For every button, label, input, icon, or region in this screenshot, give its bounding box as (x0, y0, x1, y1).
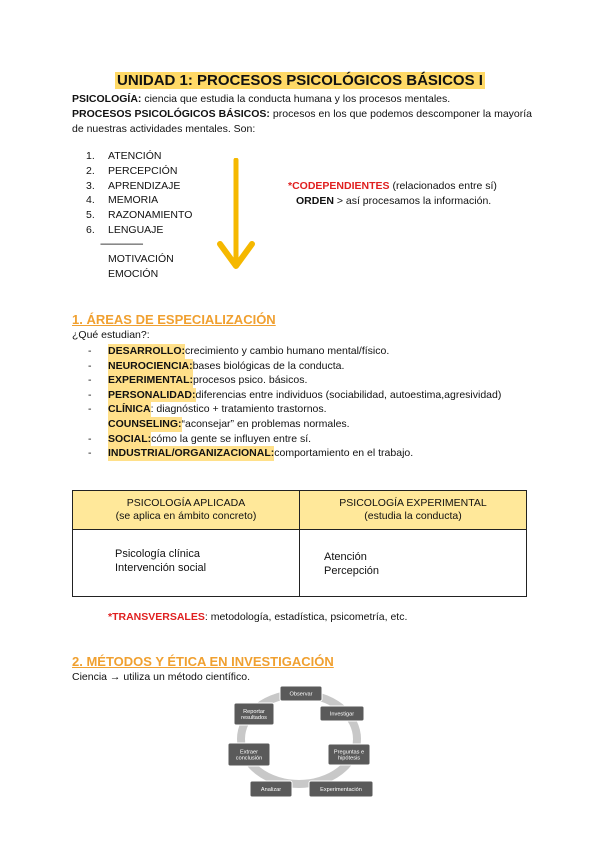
cycle-step-label: resultados (241, 715, 267, 722)
list-item (88, 446, 501, 461)
cycle-step-label: Observar (289, 691, 313, 698)
cycle-step-label: Experimentación (320, 786, 362, 793)
table-row (73, 530, 527, 597)
page-title-text: UNIDAD 1: PROCESOS PSICOLÓGICOS BÁSICOS I (117, 72, 483, 89)
area-term: SOCIAL: (108, 432, 152, 445)
orden-term: ORDEN (296, 195, 334, 207)
list-label: APRENDIZAJE (108, 179, 181, 192)
codependientes-note (288, 180, 497, 192)
list-dash: - (88, 388, 92, 401)
areas-list (88, 344, 501, 461)
area-term: EXPERIMENTAL: (108, 374, 193, 387)
list-item (88, 359, 501, 374)
table-header-experimental (300, 491, 527, 530)
extra-item-emocion: EMOCIÓN (108, 268, 159, 280)
transversales-text: : metodología, estadística, psicometría, etc. (204, 611, 408, 623)
cycle-step-label: Analizar (260, 786, 282, 793)
cycle-step-label: hipótesis (337, 755, 361, 762)
procesos-term: PROCESOS PSICOLÓGICOS BÁSICOS: (72, 108, 270, 120)
cycle-step-label: Extraer (239, 749, 259, 756)
list-number: 3. (86, 179, 95, 192)
psychology-table (72, 490, 527, 597)
list-item (88, 402, 501, 417)
cycle-step-label: Reportar (243, 708, 265, 715)
asterisk-icon: * (288, 180, 293, 192)
procesos-definition: procesos en los que podemos descomponer la mayoría de nuestras actividades mentales. Son: (72, 108, 533, 135)
area-text: : diagnóstico + tratamiento trastornos. (150, 403, 327, 416)
area-text: “aconsejar” en problemas normales. (181, 417, 350, 430)
psicologia-definition: ciencia que estudia la conducta humana y los procesos mentales. (141, 93, 451, 105)
list-separator: ----------------- (100, 238, 143, 250)
list-item (86, 164, 192, 179)
scientific-method-cycle (220, 683, 380, 803)
transversales-note (108, 611, 407, 623)
list-item (88, 432, 501, 447)
psicologia-term: PSICOLOGÍA: (72, 93, 142, 105)
intro-psicologia (72, 92, 532, 107)
list-dash: - (88, 374, 92, 387)
area-term: INDUSTRIAL/ORGANIZACIONAL: (108, 447, 275, 460)
area-term: COUNSELING: (108, 417, 182, 430)
list-item (88, 388, 501, 403)
table-header-subtitle: (se aplica en ámbito concreto) (115, 510, 257, 522)
list-dash (88, 417, 108, 432)
list-number: 6. (86, 223, 95, 236)
asterisk-icon: * (108, 611, 113, 623)
list-number: 4. (86, 194, 95, 207)
section-heading-areas: 1. ÁREAS DE ESPECIALIZACIÓN (72, 312, 276, 327)
table-header-row (73, 491, 527, 530)
list-number: 1. (86, 150, 95, 162)
area-text: crecimiento y cambio humano mental/físico. (185, 345, 390, 357)
cycle-step-label: Investigar (329, 711, 355, 718)
list-label: MEMORIA (108, 194, 159, 207)
orden-text: > así procesamos la información. (333, 195, 492, 207)
intro-procesos (72, 107, 532, 136)
list-label: ATENCIÓN (108, 150, 162, 162)
area-text: cómo la gente se influyen entre sí. (151, 432, 312, 445)
codependientes-text: (relacionados entre sí) (389, 180, 497, 192)
list-dash: - (88, 345, 92, 357)
down-arrow-icon (216, 158, 256, 272)
area-text: comportamiento en el trabajo. (274, 447, 414, 460)
list-dash: - (88, 447, 92, 460)
cycle-step-label: Preguntas e (333, 749, 365, 756)
table-cell-aplicada (73, 530, 300, 597)
area-text: diferencias entre individuos (sociabilidad, autoestima,agresividad) (195, 388, 502, 401)
table-cell-item: Intervención social (115, 562, 207, 574)
section-question: ¿Qué estudian?: (72, 329, 150, 341)
list-label: RAZONAMIENTO (108, 209, 193, 222)
table-cell-item: Psicología clínica (115, 548, 200, 560)
list-item (86, 179, 192, 194)
area-term: DESARROLLO: (108, 345, 185, 357)
table-header-title: PSICOLOGÍA EXPERIMENTAL (339, 497, 487, 509)
section-heading-metodos: 2. MÉTODOS Y ÉTICA EN INVESTIGACIÓN (72, 654, 334, 669)
list-dash: - (88, 359, 92, 372)
list-item (86, 208, 192, 223)
transversales-term: TRANSVERSALES (112, 611, 205, 623)
cycle-step-label: conclusión (235, 755, 263, 762)
table-header-aplicada (73, 491, 300, 530)
list-dash: - (88, 403, 92, 416)
area-term: NEUROCIENCIA: (108, 359, 193, 372)
section2-text: Ciencia → utiliza un método científico. (72, 671, 251, 683)
list-item (86, 149, 192, 164)
list-dash: - (88, 432, 92, 445)
page-title (0, 72, 600, 89)
extra-item-motivacion: MOTIVACIÓN (108, 253, 174, 265)
area-term: PERSONALIDAD: (108, 388, 196, 401)
area-term: CLÍNICA (108, 403, 151, 416)
list-item (86, 223, 192, 238)
list-label: LENGUAJE (108, 223, 164, 236)
process-list (86, 149, 192, 238)
list-label: PERCEPCIÓN (108, 164, 178, 177)
list-number: 2. (86, 164, 95, 177)
list-item (88, 417, 501, 432)
orden-note (296, 195, 491, 207)
table-cell-item: Percepción (324, 565, 380, 577)
cycle-layer (228, 686, 373, 797)
list-number: 5. (86, 209, 95, 222)
table-cell-experimental (300, 530, 527, 597)
table-header-subtitle: (estudia la conducta) (364, 510, 462, 522)
codependientes-term: CODEPENDIENTES (292, 180, 390, 192)
list-item (88, 344, 501, 359)
table-cell-item: Atención (324, 551, 367, 563)
table-header-title: PSICOLOGÍA APLICADA (126, 497, 246, 509)
area-text: procesos psico. básicos. (192, 374, 308, 387)
area-text: bases biológicas de la conducta. (192, 359, 345, 372)
list-item (88, 373, 501, 388)
list-item (86, 193, 192, 208)
